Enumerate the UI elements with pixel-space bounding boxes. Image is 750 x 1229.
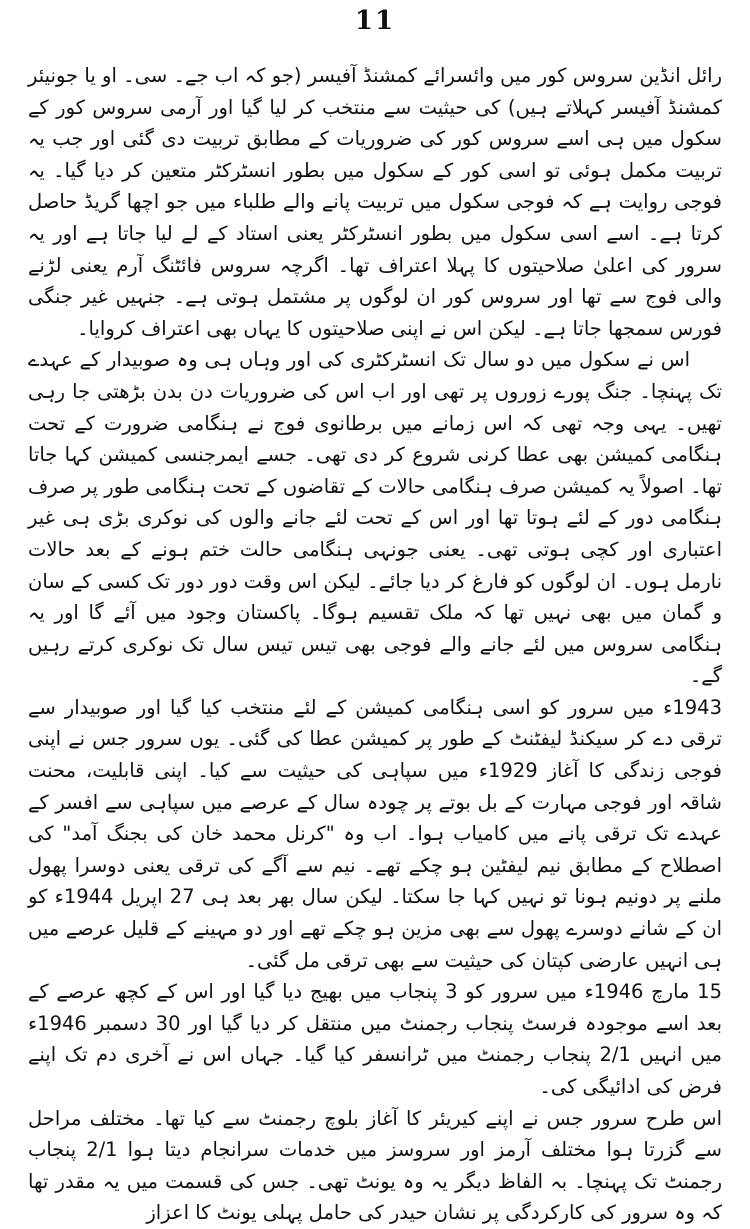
paragraph-2: اس نے سکول میں دو سال تک انسٹرکٹری کی اور وہاں ہی وہ صوبیدار کے عہدے تک پہنچا۔ جنگ پورے زوروں پر تھی اور اب اس کی ضروریات دن بدن بڑھتی جا رہی تھیں۔ یہی وجہ تھی کہ اس زمانے میں برطانوی فوج نے ہنگامی ضرورت کے تحت ہنگامی کمیشن بھی عطا کرنی شروع کر دی تھی۔ جسے ایمرجنسی کمیشن کہا جاتا تھا۔ اصولاً یہ کمیشن صرف ہنگامی حالات کے تقاضوں کے تحت ہنگامی طور پر صرف ہنگامی دور کے لئے ہوتا تھا اور اس کے تحت لئے جانے والوں کی نوکری بڑی ہی غیر اعتباری اور کچی ہوتی تھی۔ یعنی جونہی ہنگامی حالت ختم ہونے کے بعد حالات نارمل ہوں۔ ان لوگوں کو فارغ کر دیا جائے۔ لیکن اس وقت دور دور تک کسی کے سان و گمان میں بھی نہیں تھا کہ ملک تقسیم ہوگا۔ پاکستان وجود میں آئے گا اور یہ ہنگامی سروس میں لئے جانے والے فوجی بھی تیس تیس سال تک نوکری کرتے رہیں گے۔: [28, 348, 722, 688]
paragraph-5: اس طرح سرور جس نے اپنے کیریئر کا آغاز بلوچ رجمنٹ سے کیا تھا۔ مختلف مراحل سے گزرتا ہوا مختلف آرمز اور سروسز میں خدمات سرانجام دیتا ہوا 2/1 پنجاب رجمنٹ تک پہنچا۔ بہ الفاظ دیگر یہ وہ یونٹ تھی۔ جس کی قسمت میں یہ مقدر تھا کہ وہ سرور کی کارکردگی پر نشان حیدر کی حامل پہلی یونٹ کا اعزاز: [28, 1106, 722, 1225]
paragraph-3: 1943ء میں سرور کو اسی ہنگامی کمیشن کے لئے منتخب کیا گیا اور صوبیدار سے ترقی دے کر سیکنڈ لیفٹنٹ کے طور پر کمیشن عطا کی گئی۔ یوں سرور جس نے اپنی فوجی زندگی کا آغاز 1929ء میں سپاہی کی حیثیت سے کیا۔ اپنی قابلیت، محنت شاقہ اور فوجی مہارت کے بل بوتے پر چودہ سال کے عرصے میں سپاہی سے افسر کے عہدے تک ترقی پانے میں کامیاب ہوا۔ اب وہ "کرنل محمد خان کی بجنگ آمد" کی اصطلاح کے مطابق نیم لیفٹین ہو چکے تھے۔ نیم سے آگے کی ترقی یعنی دوسرا پھول ملنے پر دونیم ہونا تو نہیں کہا جا سکتا۔ لیکن سال بھر بعد ہی 27 اپریل 1944ء کو ان کے شانے دوسرے پھول سے بھی مزین ہو چکے تھے اور دو مہینے کے قلیل عرصے میں ہی انہیں عارضی کپتان کی حیثیت سے بھی ترقی مل گئی۔: [28, 695, 723, 972]
paragraph-4: 15 مارچ 1946ء میں سرور کو 3 پنجاب میں بھیج دیا گیا اور اس کے کچھ عرصے کے بعد اسے موجودہ فرسٹ پنجاب رجمنٹ میں منتقل کر دیا گیا اور 30 دسمبر 1946ء میں انہیں 2/1 پنجاب رجمنٹ میں ٹرانسفر کیا گیا۔ جہاں اس نے آخری دم تک اپنے فرض کی ادائیگی کی۔: [28, 980, 722, 1098]
page-number: 11: [354, 6, 396, 36]
page-body-text: [28, 60, 723, 1225]
paragraph-1: رائل انڈین سروس کور میں وائسرائے کمشنڈ آفیسر (جو کہ اب جے۔ سی۔ او یا جونیئر کمشنڈ آفیسر کہلاتے ہیں) کی حیثیت سے منتخب کر لیا گیا اور آرمی سروس کور کے سکول میں ہی اسے سروس کور کی ضروریات کے مطابق تربیت دی گئی اور جب یہ تربیت مکمل ہوئی تو اسی کور کے سکول میں بطور انسٹرکٹر متعین کر دیا گیا۔ یہ فوجی روایت ہے کہ فوجی سکول میں تربیت پانے والے طلباء میں جو اچھا گریڈ حاصل کرتا ہے۔ اسے اسی سکول میں بطور انسٹرکٹر یعنی استاد کے لے لیا جاتا ہے اور یہ سرور کی اعلیٰ صلاحیتوں کا پہلا اعتراف تھا۔ اگرچہ سروس فائٹنگ آرم یعنی لڑنے والی فوج سے تھا اور سروس کور ان لوگوں پر مشتمل ہوتی ہے۔ جنہیں غیر جنگی فورس سمجھا جاتا ہے۔ لیکن اس نے اپنی صلاحیتوں کا یہاں بھی اعتراف کروایا۔: [28, 64, 722, 340]
